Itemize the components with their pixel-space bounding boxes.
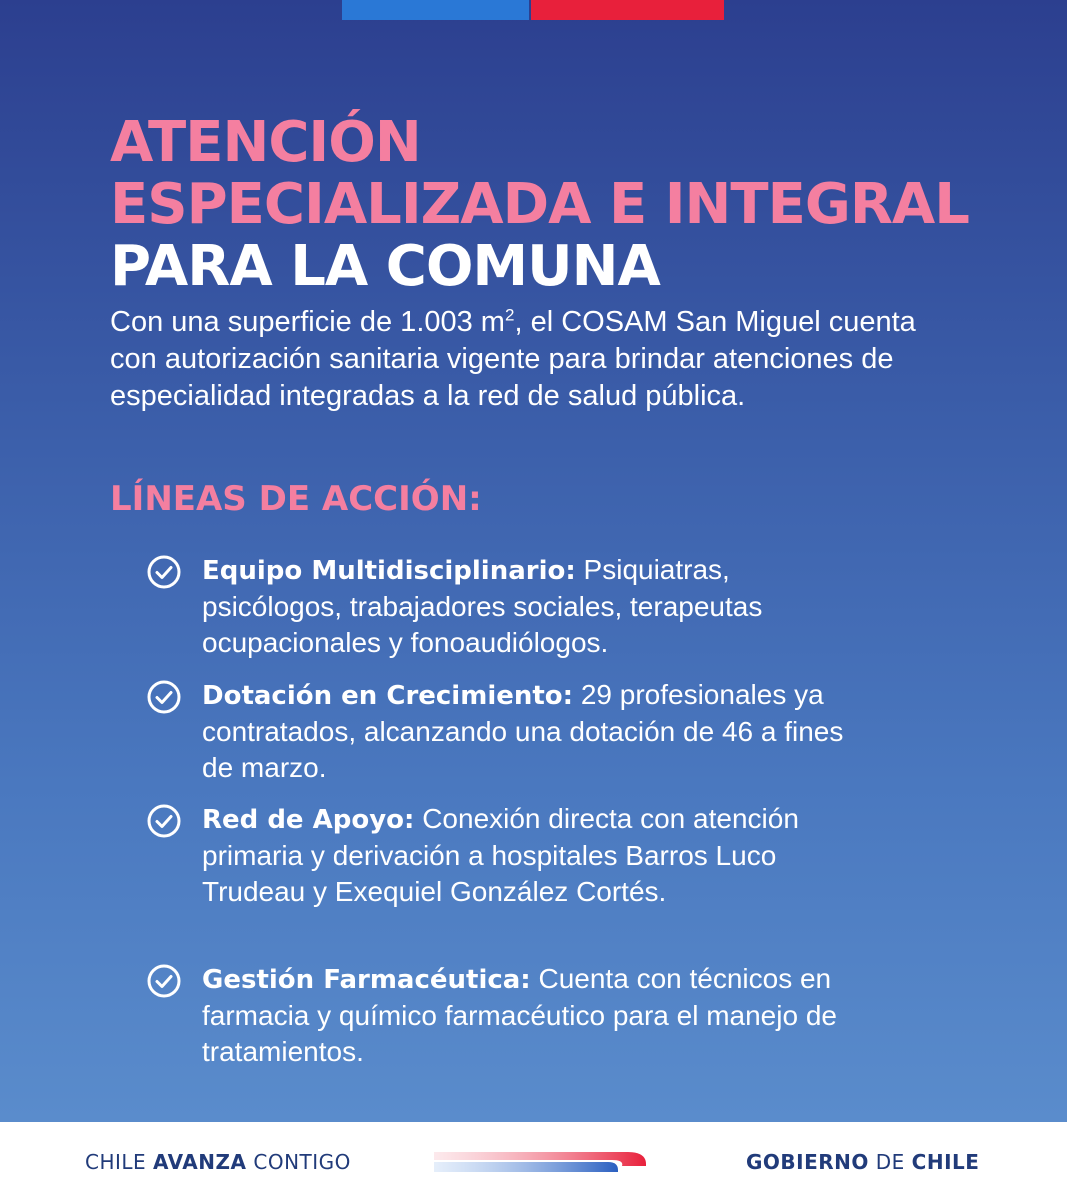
check-circle-icon: [146, 803, 182, 839]
footer-government-bold: CHILE: [911, 1150, 980, 1174]
intro-text-end: , el COSAM San Miguel cuenta con autorización sanitaria vigente para brindar atenciones de especialidad integradas a la red de salud pública.: [110, 306, 916, 412]
title-line-1: ATENCIÓN: [110, 110, 421, 175]
title-line-2: ESPECIALIZADA E INTEGRAL: [110, 172, 969, 237]
footer-government-part: DE: [868, 1150, 912, 1174]
page-title: [110, 112, 969, 298]
item-text: Psiquiatras, psicólogos, trabajadores sociales, terapeutas ocupacionales y fonoaudiólogos.: [202, 554, 763, 658]
footer-slogan: [85, 1150, 351, 1174]
list-item: [146, 961, 846, 1070]
list-item: [146, 801, 846, 910]
intro-superscript: 2: [504, 305, 515, 325]
footer-government-bold: GOBIERNO: [746, 1150, 869, 1174]
footer-government: [746, 1150, 979, 1174]
item-label: Dotación en Crecimiento:: [202, 681, 574, 711]
flag-red-stripe: [531, 0, 724, 20]
item-label: Red de Apoyo:: [202, 805, 415, 835]
footer-slogan-bold: AVANZA: [153, 1150, 247, 1174]
footer-slogan-part: CONTIGO: [246, 1150, 351, 1174]
section-heading: LÍNEAS DE ACCIÓN:: [110, 479, 482, 519]
list-item: [146, 677, 846, 786]
check-circle-icon: [146, 554, 182, 590]
intro-paragraph: [110, 304, 970, 415]
footer-bar: [0, 1122, 1067, 1200]
flag-blue-stripe: [342, 0, 529, 20]
list-item: [146, 552, 846, 661]
check-circle-icon: [146, 679, 182, 715]
title-line-3: PARA LA COMUNA: [110, 234, 660, 299]
item-text: Conexión directa con atención primaria y derivación a hospitales Barros Luco Trudeau y Exequiel González Cortés.: [202, 803, 799, 907]
item-label: Equipo Multidisciplinario:: [202, 556, 576, 586]
intro-text-start: Con una superficie de 1.003 m: [110, 306, 505, 338]
check-circle-icon: [146, 963, 182, 999]
government-logo-icon: [432, 1144, 652, 1178]
item-text: 29 profesionales ya contratados, alcanzando una dotación de 46 a fines de marzo.: [202, 679, 844, 783]
item-text: Cuenta con técnicos en farmacia y químico farmacéutico para el manejo de tratamientos.: [202, 963, 837, 1067]
footer-slogan-part: CHILE: [85, 1150, 154, 1174]
item-label: Gestión Farmacéutica:: [202, 965, 531, 995]
